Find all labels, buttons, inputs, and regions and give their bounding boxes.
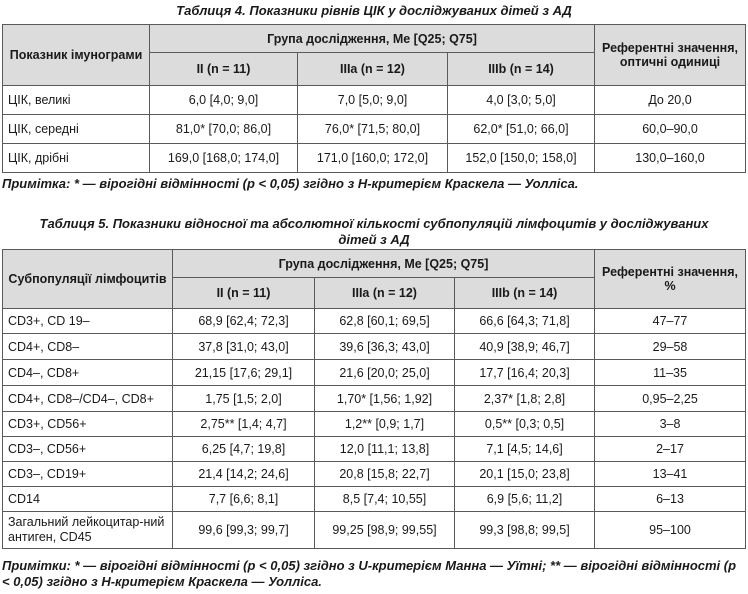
- cell-ref: 2–17: [595, 437, 746, 462]
- row-label: CD3–, CD19+: [3, 462, 173, 487]
- cell-iiib: 62,0* [51,0; 66,0]: [448, 115, 595, 144]
- header-subpop: Субпопуляції лімфоцитів: [3, 250, 173, 309]
- cell-ii: 7,7 [6,6; 8,1]: [173, 487, 315, 512]
- cell-iiib: 99,3 [98,8; 99,5]: [455, 512, 595, 549]
- table-row: [3, 144, 746, 173]
- table4: [2, 24, 746, 173]
- row-label: CD4–, CD8+: [3, 360, 173, 386]
- cell-ref: 95–100: [595, 512, 746, 549]
- row-label: CD4+, CD8–/CD4–, CD8+: [3, 386, 173, 412]
- cell-iiia: 20,8 [15,8; 22,7]: [315, 462, 455, 487]
- cell-ii: 37,8 [31,0; 43,0]: [173, 334, 315, 360]
- header-group: Група дослідження, Me [Q25; Q75]: [150, 25, 595, 53]
- table5-caption-line2: дітей з АД: [338, 232, 410, 247]
- cell-iiia: 1,2** [0,9; 1,7]: [315, 412, 455, 437]
- header-col-ii: ІІ (n = 11): [173, 278, 315, 309]
- cell-iiib: 20,1 [15,0; 23,8]: [455, 462, 595, 487]
- table-row: [3, 309, 746, 334]
- cell-ii: 169,0 [168,0; 174,0]: [150, 144, 298, 173]
- row-label: CD14: [3, 487, 173, 512]
- header-col-iiib: IIIb (n = 14): [455, 278, 595, 309]
- table-row: [3, 412, 746, 437]
- cell-ii: 6,0 [4,0; 9,0]: [150, 86, 298, 115]
- cell-ref: 47–77: [595, 309, 746, 334]
- header-col-ii: ІІ (n = 11): [150, 53, 298, 86]
- row-label: Загальний лейкоцитар-ний антиген, CD45: [3, 512, 173, 549]
- cell-ref: 13–41: [595, 462, 746, 487]
- table5-caption: [0, 216, 748, 248]
- cell-iiib: 0,5** [0,3; 0,5]: [455, 412, 595, 437]
- cell-iiia: 99,25 [98,9; 99,55]: [315, 512, 455, 549]
- cell-ref: До 20,0: [595, 86, 746, 115]
- cell-iiia: 171,0 [160,0; 172,0]: [298, 144, 448, 173]
- cell-iiib: 4,0 [3,0; 5,0]: [448, 86, 595, 115]
- row-label: ЦІК, великі: [3, 86, 150, 115]
- cell-ii: 68,9 [62,4; 72,3]: [173, 309, 315, 334]
- cell-ii: 81,0* [70,0; 86,0]: [150, 115, 298, 144]
- cell-iiia: 21,6 [20,0; 25,0]: [315, 360, 455, 386]
- table-row: [3, 386, 746, 412]
- cell-iiia: 76,0* [71,5; 80,0]: [298, 115, 448, 144]
- cell-iiia: 12,0 [11,1; 13,8]: [315, 437, 455, 462]
- cell-iiia: 8,5 [7,4; 10,55]: [315, 487, 455, 512]
- table-row: [3, 437, 746, 462]
- cell-iiia: 7,0 [5,0; 9,0]: [298, 86, 448, 115]
- table-row: [3, 462, 746, 487]
- cell-iiib: 66,6 [64,3; 71,8]: [455, 309, 595, 334]
- row-label: CD3+, CD 19–: [3, 309, 173, 334]
- cell-iiib: 17,7 [16,4; 20,3]: [455, 360, 595, 386]
- table5-caption-line1: Таблиця 5. Показники відносної та абсолютної кількості субпопуляцій лімфоцитів у досліджуваних: [39, 216, 709, 231]
- header-reference: Референтні значення, %: [595, 250, 746, 309]
- cell-ii: 1,75 [1,5; 2,0]: [173, 386, 315, 412]
- table-row: [3, 334, 746, 360]
- cell-iiib: 40,9 [38,9; 46,7]: [455, 334, 595, 360]
- row-label: ЦІК, дрібні: [3, 144, 150, 173]
- cell-ref: 130,0–160,0: [595, 144, 746, 173]
- header-col-iiia: IIIa (n = 12): [315, 278, 455, 309]
- cell-ref: 11–35: [595, 360, 746, 386]
- cell-iiib: 6,9 [5,6; 11,2]: [455, 487, 595, 512]
- table-row: [3, 360, 746, 386]
- cell-iiib: 152,0 [150,0; 158,0]: [448, 144, 595, 173]
- cell-iiia: 39,6 [36,3; 43,0]: [315, 334, 455, 360]
- table5-note-label: Примітки:: [2, 558, 71, 573]
- row-label: CD4+, CD8–: [3, 334, 173, 360]
- table4-caption: Таблиця 4. Показники рівнів ЦІК у досліджуваних дітей з АД: [176, 3, 572, 18]
- cell-ref: 6–13: [595, 487, 746, 512]
- table5-note-text: * — вірогідні відмінності (р < 0,05) згідно з U-критерієм Манна — Уїтні; ** — вірогідні відмінності (р < 0,05) згідно з Н-критерієм Краскела — Уолліса.: [2, 558, 737, 589]
- header-indicator: Показник імунограми: [3, 25, 150, 86]
- cell-iiia: 1,70* [1,56; 1,92]: [315, 386, 455, 412]
- cell-ref: 29–58: [595, 334, 746, 360]
- table-row: [3, 487, 746, 512]
- table4-note-label: Примітка:: [2, 176, 71, 191]
- header-group: Група дослідження, Me [Q25; Q75]: [173, 250, 595, 278]
- cell-ref: 60,0–90,0: [595, 115, 746, 144]
- cell-ii: 2,75** [1,4; 4,7]: [173, 412, 315, 437]
- row-label: CD3–, CD56+: [3, 437, 173, 462]
- cell-ii: 99,6 [99,3; 99,7]: [173, 512, 315, 549]
- cell-iiib: 7,1 [4,5; 14,6]: [455, 437, 595, 462]
- table4-note: [2, 176, 746, 192]
- header-col-iiib: IIIb (n = 14): [448, 53, 595, 86]
- header-col-iiia: IIIa (n = 12): [298, 53, 448, 86]
- cell-ref: 3–8: [595, 412, 746, 437]
- table4-note-text: * — вірогідні відмінності (р < 0,05) згідно з Н-критерієм Краскела — Уолліса.: [70, 176, 579, 191]
- row-label: CD3+, CD56+: [3, 412, 173, 437]
- cell-iiib: 2,37* [1,8; 2,8]: [455, 386, 595, 412]
- table-row: [3, 115, 746, 144]
- cell-ii: 21,15 [17,6; 29,1]: [173, 360, 315, 386]
- row-label: ЦІК, середні: [3, 115, 150, 144]
- table-row: [3, 512, 746, 549]
- cell-iiia: 62,8 [60,1; 69,5]: [315, 309, 455, 334]
- header-reference: Референтні значення, оптичні одиниці: [595, 25, 746, 86]
- cell-ref: 0,95–2,25: [595, 386, 746, 412]
- table5: [2, 249, 746, 549]
- cell-ii: 6,25 [4,7; 19,8]: [173, 437, 315, 462]
- table5-note: [2, 558, 746, 590]
- table-row: [3, 86, 746, 115]
- cell-ii: 21,4 [14,2; 24,6]: [173, 462, 315, 487]
